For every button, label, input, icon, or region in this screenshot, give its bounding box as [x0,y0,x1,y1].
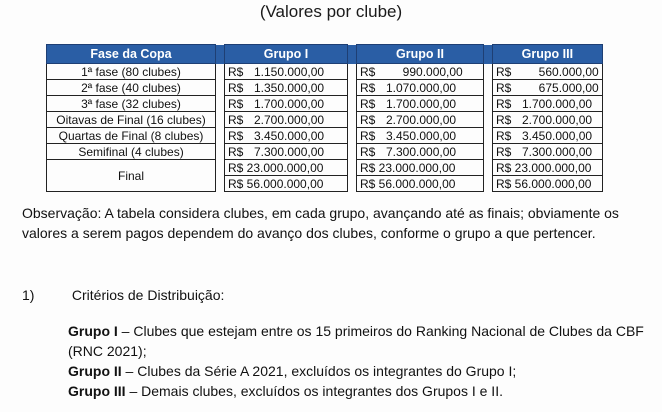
criteria-list [68,321,662,401]
criteria-text: – Clubes que estejam entre os 15 primeiros do Ranking Nacional de Clubes da CBF (RNC 2021); [68,323,644,359]
table-row [47,80,603,96]
value-cell: R$ 7.300.000,00 [493,144,603,160]
table-row [47,144,603,160]
phase-cell: Quartas de Final (8 clubes) [47,128,216,144]
value-cell: R$ 2.700.000,00 [225,112,348,128]
value-cell: R$ 1.700.000,00 [225,96,348,112]
value-cell: R$ 675.000,00 [493,80,603,96]
header-grupo-1: Grupo I [225,45,348,64]
phase-cell: Semifinal (4 clubes) [47,144,216,160]
value-cell: R$ 3.450.000,00 [357,128,484,144]
value-cell: R$ 990.000,00 [357,64,484,80]
value-cell: R$ 3.450.000,00 [493,128,603,144]
observation-paragraph: Observação: A tabela considera clubes, em cada grupo, avançando até as finais; obviamente os valores a serem pagos dependem do avanço dos clubes, conforme o grupo a que pertencer. [22,205,619,241]
header-grupo-3: Grupo III [493,45,603,64]
phase-cell-final: Final [47,160,216,192]
criteria-label: Grupo III [68,383,126,399]
value-cell: R$ 560.000,00 [493,64,603,80]
value-cell: R$ 1.150.000,00 [225,64,348,80]
section-number: 1) [22,287,35,303]
header-phase: Fase da Copa [47,45,216,64]
value-cell: R$ 1.700.000,00 [357,96,484,112]
section-title: Critérios de Distribuição: [71,287,225,303]
value-cell: R$ 1.070.000,00 [357,80,484,96]
value-cell: R$ 23.000.000,00 [225,160,348,176]
value-cell: R$ 56.000.000,00 [493,176,603,192]
value-cell: R$ 23.000.000,00 [357,160,484,176]
value-cell: R$ 7.300.000,00 [225,144,348,160]
criteria-text: – Clubes da Série A 2021, excluídos os integrantes do Grupo I; [121,363,517,379]
value-cell: R$ 56.000.000,00 [357,176,484,192]
table-row-final [47,160,603,176]
phase-cell: 1ª fase (80 clubes) [47,64,216,80]
prize-table [46,44,603,192]
table-row [47,64,603,80]
table-row [47,96,603,112]
criteria-item [68,321,662,361]
header-grupo-2: Grupo II [357,45,484,64]
value-cell: R$ 2.700.000,00 [493,112,603,128]
page-subtitle: (Valores por clube) [259,2,403,21]
table-row [47,128,603,144]
criteria-label: Grupo II [68,363,122,379]
table-row [47,112,603,128]
phase-cell: 2ª fase (40 clubes) [47,80,216,96]
value-cell: R$ 23.000.000,00 [493,160,603,176]
table-header-row [47,45,603,64]
value-cell: R$ 1.700.000,00 [493,96,603,112]
criteria-item [68,361,662,381]
criteria-item [68,381,662,401]
value-cell: R$ 56.000.000,00 [225,176,348,192]
phase-cell: 3ª fase (32 clubes) [47,96,216,112]
criteria-text: – Demais clubes, excluídos os integrantes dos Grupos I e II. [125,383,503,399]
criteria-label: Grupo I [68,323,118,339]
phase-cell: Oitavas de Final (16 clubes) [47,112,216,128]
value-cell: R$ 3.450.000,00 [225,128,348,144]
section-heading [22,287,224,303]
value-cell: R$ 2.700.000,00 [357,112,484,128]
value-cell: R$ 7.300.000,00 [357,144,484,160]
value-cell: R$ 1.350.000,00 [225,80,348,96]
